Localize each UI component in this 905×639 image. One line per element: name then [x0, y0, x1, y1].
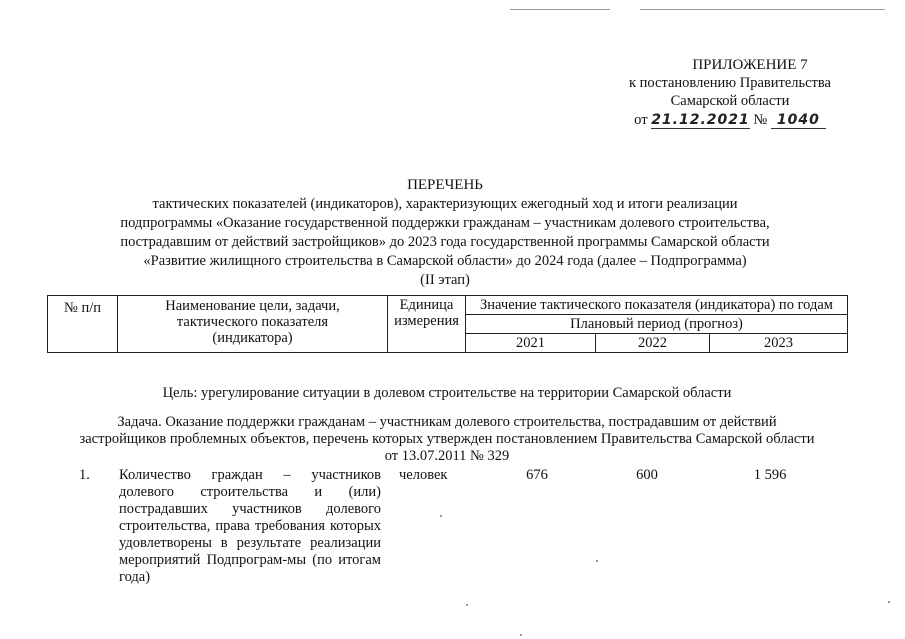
header-year-2022: 2022 — [596, 334, 710, 353]
task-line: от 13.07.2011 № 329 — [384, 448, 510, 464]
document-title-block — [80, 176, 810, 290]
header-year-2023: 2023 — [710, 334, 848, 353]
appendix-block — [600, 56, 860, 130]
subtitle-line: тактических показателей (индикаторов), характеризующих ежегодный ход и итоги реализации — [152, 196, 738, 212]
handwritten-number: 1040 — [771, 112, 826, 129]
value-2021: 676 — [526, 467, 548, 483]
value-2022: 600 — [636, 467, 658, 483]
subtitle-line: пострадавшим от действий застройщиков» до 2023 года государственной программы Самарской области — [120, 234, 770, 250]
table-row — [47, 467, 847, 597]
indicator-name: Количество граждан – участников долевого строительства и (или) пострадавших участников долевого строительства, права требования которых удовлетворены в результате реализации мероприятий Подпрограм-мы (по итогам года) — [119, 467, 381, 585]
indicator-table-header — [47, 295, 848, 353]
scan-speck — [596, 560, 598, 562]
scan-speck — [520, 634, 522, 636]
scan-speck — [466, 604, 468, 606]
number-prefix: № — [753, 112, 768, 128]
document-title: ПЕРЕЧЕНЬ — [407, 177, 483, 193]
appendix-line-1: к постановлению Правительства — [629, 75, 831, 91]
appendix-title: ПРИЛОЖЕНИЕ 7 — [692, 57, 808, 73]
header-year-2021: 2021 — [466, 334, 596, 353]
header-unit: Единица измерения — [388, 296, 466, 353]
goal-text: Цель: урегулирование ситуации в долевом строительстве на территории Самарской области — [162, 385, 732, 401]
scan-artifact-line — [640, 9, 885, 10]
decree-date-number — [600, 110, 860, 130]
appendix-line-2: Самарской области — [670, 93, 790, 109]
subtitle-line: (II этап) — [420, 272, 470, 288]
header-num: № п/п — [48, 296, 118, 353]
scan-speck — [888, 601, 890, 603]
subtitle-line: «Развитие жилищного строительства в Самарской области» до 2024 года (далее – Подпрограмма) — [143, 253, 747, 269]
subtitle-line: подпрограммы «Оказание государственной поддержки гражданам – участникам долевого строительства, — [120, 215, 770, 231]
task-text — [47, 414, 847, 465]
header-name: Наименование цели, задачи, тактического показателя (индикатора) — [118, 296, 388, 353]
handwritten-date: 21.12.2021 — [651, 112, 750, 128]
scan-artifact-line — [510, 9, 610, 10]
value-2023: 1 596 — [753, 467, 787, 483]
scan-speck — [440, 515, 442, 517]
header-period: Плановый период (прогноз) — [466, 315, 848, 334]
header-value: Значение тактического показателя (индикатора) по годам — [466, 296, 848, 315]
indicator-unit: человек — [399, 467, 448, 483]
date-prefix: от — [634, 112, 648, 128]
task-line: застройщиков проблемных объектов, перечень которых утвержден постановлением Правительства Самарской области — [79, 431, 815, 447]
task-line: Задача. Оказание поддержки гражданам – участникам долевого строительства, пострадавшим от действий — [117, 414, 777, 430]
row-number: 1. — [79, 467, 90, 483]
